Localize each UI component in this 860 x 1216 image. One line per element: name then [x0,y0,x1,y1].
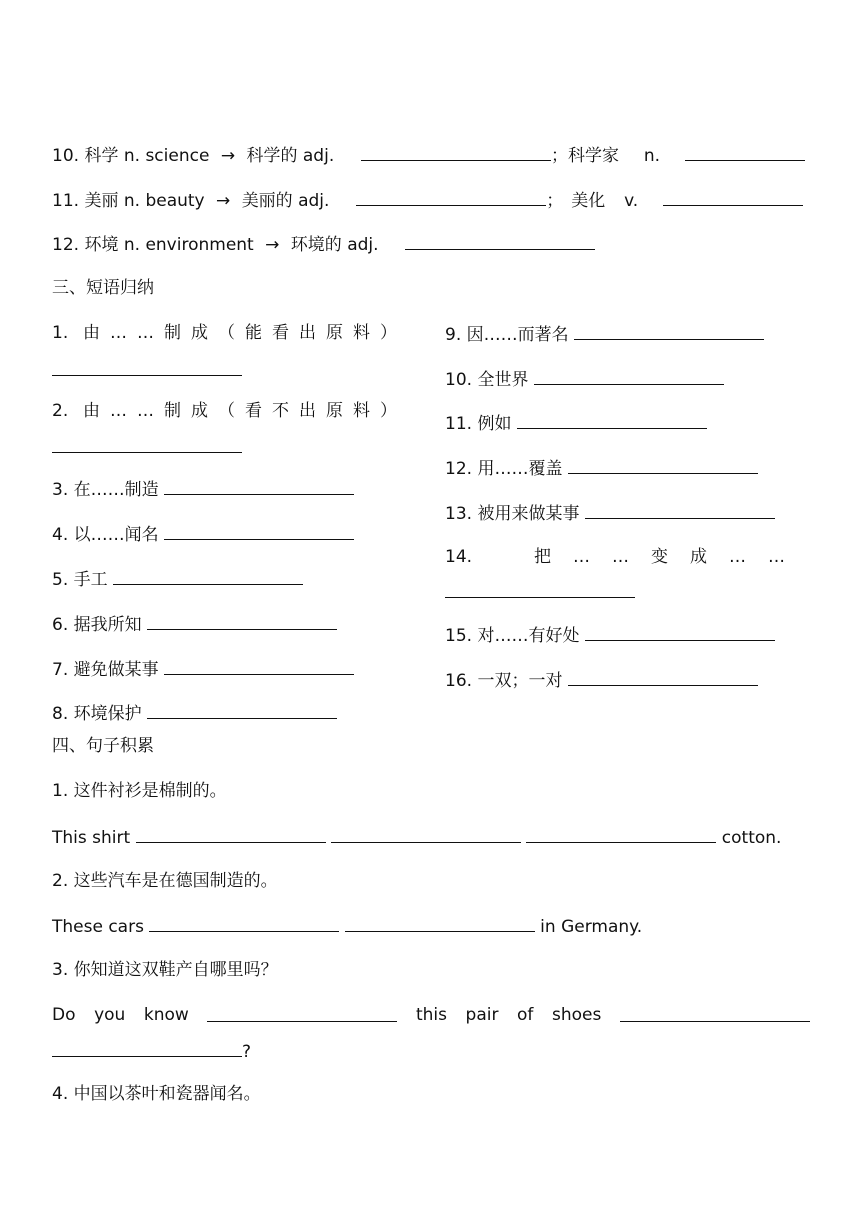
english-word: beauty [145,191,205,211]
phrase-11 [445,411,707,433]
item-number: 11. [445,414,473,434]
item-number: 9. [445,325,462,345]
item-number: 6. [52,615,69,635]
phrase-text: 环境保护 [73,704,142,724]
sentence-3-english-cont [52,1039,251,1061]
item-number: 3. [52,480,69,500]
section-title: 三、短语归纳 [52,278,154,298]
item-number: 14. [445,547,473,567]
chinese-word: 美丽的 [241,191,293,211]
sentence-text: ? [242,1042,252,1062]
item-number: 1. [52,323,69,343]
answer-blank[interactable] [113,567,303,585]
answer-blank[interactable] [585,501,775,519]
english-word: science [145,146,210,166]
phrase-16 [445,668,758,690]
answer-blank[interactable] [356,188,546,206]
item-number: 2. [52,401,69,421]
section-title: 四、句子积累 [52,736,154,756]
answer-blank[interactable] [52,1039,242,1057]
phrase-text: 在……制造 [73,480,159,500]
phrase-text: 由……制成（能看出原料） [83,323,407,343]
answer-blank[interactable] [517,411,707,429]
phrase-text: 被用来做某事 [477,504,580,524]
phrase-12 [445,456,758,478]
item-number: 12. [52,235,80,255]
answer-blank[interactable] [568,668,758,686]
answer-blank[interactable] [147,612,337,630]
sentence-text: cotton. [721,828,782,848]
answer-blank[interactable] [620,1004,810,1022]
sentence-4-chinese: 4. 中国以茶叶和瓷器闻名。 [52,1084,261,1104]
phrase-text: 把……变成…… [534,547,807,567]
answer-blank[interactable] [147,701,337,719]
part-of-speech: n. [123,146,141,166]
item-number: 15. [445,626,473,646]
phrase-7 [52,657,354,679]
chinese-word: 环境的 [290,235,342,255]
phrase-13 [445,501,775,523]
answer-blank[interactable] [207,1004,397,1022]
answer-blank[interactable] [164,657,354,675]
part-of-speech: v. [624,191,639,211]
part-of-speech: adj. [302,146,335,166]
answer-blank[interactable] [405,232,595,250]
sentence-text: This shirt [52,828,131,848]
sentence-word: you [94,1005,126,1025]
sentence-text: These cars [52,917,144,937]
chinese-word: 科学的 [246,146,298,166]
item-number: 8. [52,704,69,724]
part-of-speech: adj. [298,191,330,211]
phrase-1-blank-row [52,358,242,380]
sentence-1-chinese: 1. 这件衬衫是棉制的。 [52,781,227,801]
phrase-1 [52,322,407,344]
arrow-icon: → [220,146,236,166]
vocab-row-11 [52,188,803,210]
answer-blank[interactable] [345,914,535,932]
phrase-8 [52,701,337,723]
separator: ； [551,146,569,166]
phrase-3 [52,477,354,499]
part-of-speech: adj. [347,235,379,255]
answer-blank[interactable] [164,522,354,540]
arrow-icon: → [265,235,280,255]
item-number: 7. [52,660,69,680]
sentence-text: in Germany. [540,917,643,937]
item-number: 12. [445,459,473,479]
chinese-word: 科学 [84,146,119,166]
phrase-text: 例如 [477,414,512,434]
phrase-14-blank-row [445,580,635,602]
chinese-word: 环境 [84,235,119,255]
answer-blank[interactable] [574,322,764,340]
phrase-text: 由……制成（看不出原料） [83,401,407,421]
vocab-row-10 [52,143,805,165]
answer-blank[interactable] [331,825,521,843]
item-number: 11. [52,191,80,211]
part-of-speech: n. [643,146,661,166]
phrase-2 [52,400,407,422]
item-number: 10. [445,370,473,390]
phrase-text: 全世界 [477,370,529,390]
phrase-6 [52,612,337,634]
english-word: environment [145,235,254,255]
answer-blank[interactable] [685,143,805,161]
chinese-word: 美化 [571,191,606,211]
item-number: 16. [445,671,473,691]
answer-blank[interactable] [52,358,242,376]
answer-blank[interactable] [164,477,354,495]
answer-blank[interactable] [445,580,635,598]
phrase-9 [445,322,764,344]
sentence-3-english [52,1004,810,1026]
phrase-text: 对……有好处 [477,626,580,646]
answer-blank[interactable] [585,623,775,641]
vocab-row-12 [52,232,595,254]
sentence-2-english [52,914,642,936]
phrase-text: 避免做某事 [73,660,159,680]
phrase-10 [445,367,724,389]
answer-blank[interactable] [361,143,551,161]
phrase-text: 一双；一对 [477,671,563,691]
phrase-text: 以……闻名 [73,525,159,545]
item-number: 13. [445,504,473,524]
answer-blank[interactable] [52,435,242,453]
phrase-text: 用……覆盖 [477,459,563,479]
sentence-2-chinese: 2. 这些汽车是在德国制造的。 [52,871,278,891]
phrase-text: 据我所知 [73,615,142,635]
sentence-word: this [415,1005,447,1025]
answer-blank[interactable] [568,456,758,474]
chinese-word: 科学家 [568,146,620,166]
sentence-word: shoes [551,1005,602,1025]
answer-blank[interactable] [663,188,803,206]
answer-blank[interactable] [526,825,716,843]
part-of-speech: n. [123,191,141,211]
phrase-text: 手工 [73,570,108,590]
item-number: 5. [52,570,69,590]
chinese-word: 美丽 [84,191,119,211]
answer-blank[interactable] [136,825,326,843]
sentence-word: Do [52,1005,76,1025]
sentence-word: of [517,1005,534,1025]
sentence-3-chinese: 3. 你知道这双鞋产自哪里吗？ [52,960,278,980]
arrow-icon: → [216,191,231,211]
phrase-14 [445,546,807,568]
sentence-1-english [52,825,781,847]
part-of-speech: n. [123,235,141,255]
item-number: 4. [52,525,69,545]
separator: ； [546,191,564,211]
item-number: 10. [52,146,80,166]
phrase-4 [52,522,354,544]
answer-blank[interactable] [534,367,724,385]
sentence-word: pair [465,1005,499,1025]
phrase-text: 因……而著名 [466,325,569,345]
answer-blank[interactable] [149,914,339,932]
phrase-15 [445,623,775,645]
phrase-2-blank-row [52,435,242,457]
sentence-word: know [143,1005,189,1025]
phrase-5 [52,567,303,589]
